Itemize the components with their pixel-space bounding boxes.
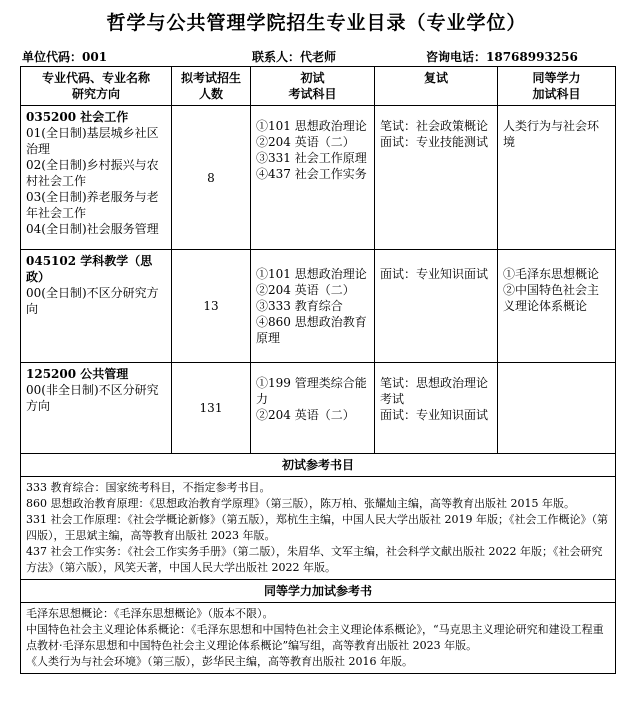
- exam-subject: ④860 思想政治教育原理: [256, 315, 367, 345]
- exam-subject: ②204 英语（二）: [256, 408, 355, 422]
- retest-item: 笔试：社会政策概论: [380, 119, 489, 133]
- ref-line: 331 社会工作原理：《社会学概论新修》（第五版），郑杭生主编，中国人民大学出版社 2019 年版；《社会工作概论》（第四版），王思斌主编，高等教育出版社 2023 年版。: [26, 513, 608, 542]
- exam-subject: ①199 管理类综合能力: [256, 376, 367, 406]
- extra-cell: [498, 363, 616, 454]
- header-retest: 复试: [375, 67, 498, 106]
- ref-line: 《人类行为与社会环境》（第三版），彭华民主编，高等教育出版社 2016 年版。: [26, 655, 413, 668]
- refs1-title-row: [21, 454, 616, 477]
- refs2-content: [21, 603, 616, 674]
- program-code: 045102 学科教学（思政）: [26, 254, 153, 284]
- direction-item: 00(非全日制)不区分研究方向: [26, 383, 159, 413]
- direction-item: 01(全日制)基层城乡社区治理: [26, 126, 159, 156]
- ref-line: 860 思想政治教育原理：《思想政治教育学原理》（第三版），陈万柏、张耀灿主编，高等教育出版社 2015 年版。: [26, 497, 575, 510]
- ref-line: 中国特色社会主义理论体系概论：《毛泽东思想和中国特色社会主义理论体系概论》，“马克思主义理论研究和建设工程重点教材·毛泽东思想和中国特色社会主义理论体系概论”编写组，高等教育出版社 2023 年版。: [26, 623, 604, 652]
- exam-subject: ③333 教育综合: [256, 299, 343, 313]
- retest-item: 面试：专业技能测试: [380, 135, 489, 149]
- program-code: 035200 社会工作: [26, 110, 129, 124]
- exam-subject: ②204 英语（二）: [256, 135, 355, 149]
- header-count: 拟考试招生 人数: [172, 67, 251, 106]
- enroll-count: 131: [172, 363, 251, 454]
- extra-cell: [498, 250, 616, 363]
- page-title: 哲学与公共管理学院招生专业目录（专业学位）: [106, 12, 527, 34]
- header-exam: 初试 考试科目: [251, 67, 375, 106]
- retest-cell: [375, 363, 498, 454]
- unit-code: 单位代码：001: [22, 50, 108, 64]
- program-row: [21, 250, 616, 363]
- contact-person: 联系人：代老师: [252, 50, 337, 64]
- phone-number: 咨询电话：18768993256: [426, 50, 578, 64]
- program-row: [21, 363, 616, 454]
- retest-cell: [375, 250, 498, 363]
- refs2-title-row: [21, 580, 616, 603]
- direction-item: 00(全日制)不区分研究方向: [26, 286, 159, 316]
- retest-item: 笔试：思想政治理论考试: [380, 376, 489, 406]
- program-code: 125200 公共管理: [26, 367, 129, 381]
- ref-line: 437 社会工作实务：《社会工作实务手册》（第二版），朱眉华、文军主编，社会科学文献出版社 2022 年版；《社会研究方法》（第六版），风笑天著，中国人民大学出版社 2022 年版。: [26, 545, 603, 574]
- exam-cell: [251, 106, 375, 250]
- catalog-table: [20, 66, 616, 674]
- ref-line: 333 教育综合：国家统考科目，不指定参考书目。: [26, 481, 271, 494]
- extra-subject: ①毛泽东思想概论: [503, 267, 600, 281]
- refs2-row: [21, 603, 616, 674]
- program-cell: [21, 106, 172, 250]
- enroll-count: 8: [172, 106, 251, 250]
- refs1-title: 初试参考书目: [21, 454, 616, 477]
- ref-line: 毛泽东思想概论：《毛泽东思想概论》（版本不限）。: [26, 607, 274, 620]
- exam-subject: ①101 思想政治理论: [256, 267, 367, 281]
- refs1-content: [21, 477, 616, 580]
- header-row: [21, 67, 616, 106]
- header-program: 专业代码、专业名称 研究方向: [21, 67, 172, 106]
- exam-subject: ③331 社会工作原理: [256, 151, 367, 165]
- exam-cell: [251, 363, 375, 454]
- header-extra: 同等学力 加试科目: [498, 67, 616, 106]
- enroll-count: 13: [172, 250, 251, 363]
- retest-cell: [375, 106, 498, 250]
- extra-cell: [498, 106, 616, 250]
- direction-item: 03(全日制)养老服务与老年社会工作: [26, 190, 159, 220]
- extra-subject: ②中国特色社会主义理论体系概论: [503, 283, 600, 313]
- program-cell: [21, 363, 172, 454]
- program-cell: [21, 250, 172, 363]
- exam-cell: [251, 250, 375, 363]
- refs1-row: [21, 477, 616, 580]
- exam-subject: ②204 英语（二）: [256, 283, 355, 297]
- extra-subject: 人类行为与社会环境: [503, 119, 600, 149]
- exam-subject: ④437 社会工作实务: [256, 167, 367, 181]
- retest-item: 面试：专业知识面试: [380, 408, 489, 422]
- direction-item: 04(全日制)社会服务管理: [26, 222, 159, 236]
- direction-item: 02(全日制)乡村振兴与农村社会工作: [26, 158, 159, 188]
- exam-subject: ①101 思想政治理论: [256, 119, 367, 133]
- retest-item: 面试：专业知识面试: [380, 267, 489, 281]
- refs2-title: 同等学力加试参考书: [21, 580, 616, 603]
- program-row: [21, 106, 616, 250]
